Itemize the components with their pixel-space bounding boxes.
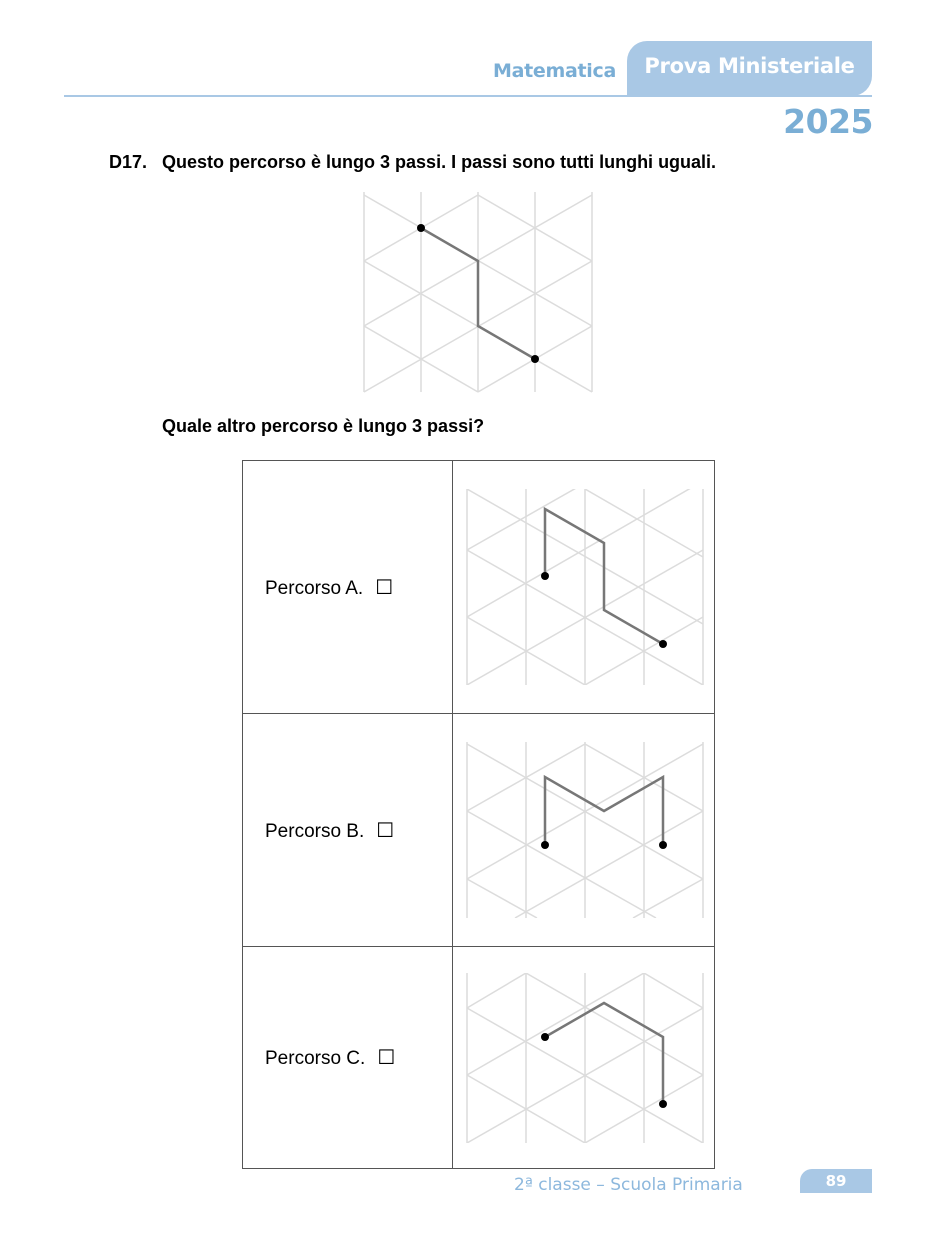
- table-row: [243, 461, 715, 714]
- option-a-figure-cell: [453, 461, 715, 714]
- option-b-path-start: [541, 841, 549, 849]
- header-divider: [64, 95, 872, 97]
- option-c-label: Percorso C.: [265, 1048, 366, 1069]
- option-a-checkbox[interactable]: ☐: [375, 576, 394, 599]
- option-a-path-end: [659, 640, 667, 648]
- subquestion-text: Quale altro percorso è lungo 3 passi?: [162, 416, 485, 436]
- option-b-figure-cell: [453, 714, 715, 947]
- subject-title: Matematica: [493, 60, 616, 82]
- answer-table: [242, 460, 715, 1169]
- option-c-path-end: [659, 1100, 667, 1108]
- table-row: [243, 714, 715, 947]
- option-a-path-figure: [463, 489, 705, 685]
- option-a-label: Percorso A.: [265, 577, 364, 599]
- footer-class-label: 2ª classe – Scuola Primaria: [514, 1175, 743, 1195]
- header-tab-label: Prova Ministeriale: [644, 54, 855, 78]
- example-path-figure: [362, 192, 597, 394]
- option-b-path-figure: [463, 742, 705, 918]
- option-b-label-cell[interactable]: [243, 714, 453, 947]
- option-a-path-line: [545, 509, 663, 644]
- question-text: Questo percorso è lungo 3 passi. I passi sono tutti lunghi uguali.: [162, 152, 717, 172]
- option-c-path-start: [541, 1033, 549, 1041]
- header-tab: [627, 41, 872, 96]
- option-c-figure-cell: [453, 947, 715, 1169]
- question-number: D17.: [109, 152, 148, 172]
- option-a-path-start: [541, 572, 549, 580]
- option-a-label-cell[interactable]: [243, 461, 453, 714]
- table-row: [243, 947, 715, 1169]
- example-path-end: [531, 355, 539, 363]
- option-b-path-end: [659, 841, 667, 849]
- page-number: 89: [825, 1172, 847, 1190]
- option-b-path-line: [545, 777, 663, 845]
- option-b-checkbox[interactable]: ☐: [376, 819, 395, 842]
- header-year: 2025: [783, 102, 873, 141]
- option-c-checkbox[interactable]: ☐: [377, 1047, 396, 1069]
- option-c-path-figure: [463, 973, 705, 1143]
- option-b-label: Percorso B.: [265, 820, 365, 842]
- option-c-label-cell[interactable]: [243, 947, 453, 1169]
- page-number-badge: [800, 1169, 872, 1193]
- example-path-start: [417, 224, 425, 232]
